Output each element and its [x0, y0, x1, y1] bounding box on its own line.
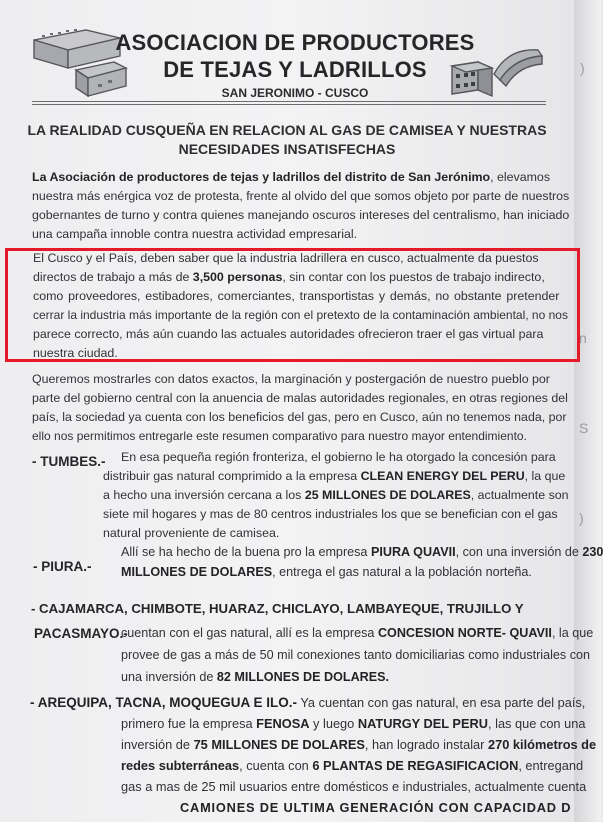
association-title-line2: DE TEJAS Y LADRILLOS	[163, 57, 427, 82]
text-span: , con una inversión de	[455, 545, 583, 559]
text-span: , entrega el gas natural a la población norteña.	[272, 565, 532, 579]
plants-count: 6 PLANTAS DE REGASIFICACION	[312, 758, 519, 773]
text-line: nuestra más enérgica voz de protesta, frente al olvido del que somos objeto por parte de nuestros	[32, 189, 570, 203]
text-span: Allí se ha hecho de la buena pro la empresa	[121, 545, 371, 559]
cajamarca-paragraph	[121, 622, 593, 688]
text-span: , han logrado instalar	[364, 737, 488, 752]
text-line: Queremos mostrarles con datos exactos, la marginación y postergación de nuestro pueblo por	[32, 372, 550, 386]
text-line: CAMIONES DE ULTIMA GENERACIÓN CON CAPACIDAD D	[180, 800, 572, 815]
text-span: cuentan con el gas natural, allí es la empresa	[121, 626, 378, 640]
text-line: país, la sociedad ya cuenta con los beneficios del gas, pero en Cusco, aún no tenemos nada, por	[32, 410, 567, 424]
network-length: 270 kilómetros de	[488, 737, 597, 752]
company-name: CLEAN ENERGY DEL PERU	[360, 469, 525, 483]
company-name: PIURA QUAVII	[370, 545, 456, 559]
text-line: cerrar la industria más importante de la región con el pretexto de la contaminación ambiental, no nos	[33, 308, 568, 322]
location-subheading: SAN JERONIMO - CUSCO	[221, 86, 369, 100]
investment-amount: MILLONES DE DOLARES	[121, 565, 273, 579]
header-rule	[32, 101, 546, 102]
text-span: distribuir gas natural comprimido a la empresa	[103, 469, 361, 483]
region-label-pacasmayo: PACASMAYO.-	[34, 626, 128, 641]
text-span: a hecho una inversión cercana a los	[103, 488, 305, 502]
text-line: parece correcto, más aún cuando las actuales autoridades ofrecieron traer el gas virtual para	[33, 327, 544, 341]
document-title-line2: NECESIDADES INSATISFECHAS	[178, 141, 396, 157]
region-label-arequipa: - AREQUIPA, TACNA, MOQUEGUA E ILO.-	[30, 695, 297, 710]
text-span: y luego	[309, 716, 358, 731]
text-line: gobernantes de turno y contra quienes manejando oscuros intereses del centralismo, han iniciado	[32, 208, 570, 222]
text-span: inversión de	[121, 737, 194, 752]
text-line: nuestra ciudad.	[33, 346, 118, 360]
company-name: CONCESION NORTE- QUAVII	[377, 626, 552, 640]
text-span: , la que	[524, 469, 566, 483]
text-line: una campaña innoble contra nuestra actividad empresarial.	[32, 227, 358, 241]
text-span: una inversión de	[121, 670, 217, 684]
tumbes-paragraph	[103, 448, 569, 543]
region-label-tumbes: - TUMBES.-	[32, 454, 106, 469]
piura-paragraph	[121, 542, 603, 582]
association-name: La Asociación de productores de tejas y ladrillos del distrito de San Jerónimo	[32, 170, 491, 184]
association-title-line1: ASOCIACION DE PRODUCTORES	[115, 30, 475, 55]
text-line: como proveedores, estibadores, comerciantes, transportistas y demás, no obstante pretender	[33, 289, 560, 303]
text-line: siete mil hogares y mas de 80 centros industriales los que se benefician con el gas	[103, 507, 558, 521]
text-span: Ya cuentan con gas natural, en esa parte del país,	[297, 695, 586, 710]
text-span: , entregand	[518, 758, 584, 773]
document-title-line1: LA REALIDAD CUSQUEÑA EN RELACION AL GAS DE CAMISEA Y NUESTRAS	[27, 122, 547, 138]
text-span: directos de trabajo a más de	[33, 270, 193, 284]
text-line: En esa pequeña región fronteriza, el gobierno le ha otorgado la concesión para	[121, 450, 556, 464]
text-line: parte del gobierno central con la anuencia de malas autoridades regionales, en otras regiones del	[32, 391, 568, 405]
text-line: provee de gas a más de 50 mil conexiones tanto domiciliarias como industriales con	[121, 648, 591, 662]
region-label-cajamarca: - CAJAMARCA, CHIMBOTE, HUARAZ, CHICLAYO, LAMBAYEQUE, TRUJILLO Y	[31, 601, 524, 616]
text-span: , elevamos	[490, 170, 551, 184]
region-label-piura: - PIURA.-	[33, 559, 92, 574]
investment-amount: 82 MILLONES DE DOLARES.	[216, 670, 390, 684]
next-page-edge: ) n S )	[574, 0, 601, 822]
investment-amount: 75 MILLONES DE DOLARES	[193, 737, 365, 752]
company-name: FENOSA	[256, 716, 310, 731]
text-span: , las que con una	[487, 716, 586, 731]
header-rule	[32, 104, 546, 105]
text-line: gas a mas de 25 mil usuarios entre domésticos e industriales, actualmente cuenta	[121, 779, 587, 794]
investment-amount: 25 MILLONES DE DOLARES	[304, 488, 471, 502]
text-span: , cuenta con	[239, 758, 313, 773]
text-line: El Cusco y el País, deben saber que la industria ladrillera en cusco, actualmente da puestos	[33, 251, 539, 265]
text-line: ello nos permitimos entregarle este resumen comparativo para nuestro mayor entendimiento.	[32, 429, 527, 443]
arequipa-paragraph	[30, 692, 596, 818]
comparison-intro-paragraph	[32, 370, 568, 446]
intro-paragraph	[32, 168, 569, 244]
jobs-count: 3,500 personas	[192, 270, 283, 284]
investment-amount: 230	[582, 545, 603, 559]
text-span: primero fue la empresa	[121, 716, 257, 731]
network-type: redes subterráneas	[121, 758, 240, 773]
company-name: NATURGY DEL PERU	[357, 716, 488, 731]
text-span: , sin contar con los puestos de trabajo indirecto,	[282, 270, 545, 284]
text-line: natural proveniente de camisea.	[103, 526, 280, 540]
text-span: , la que	[551, 626, 594, 640]
highlight-box	[5, 248, 580, 362]
text-span: , actualmente son	[470, 488, 569, 502]
